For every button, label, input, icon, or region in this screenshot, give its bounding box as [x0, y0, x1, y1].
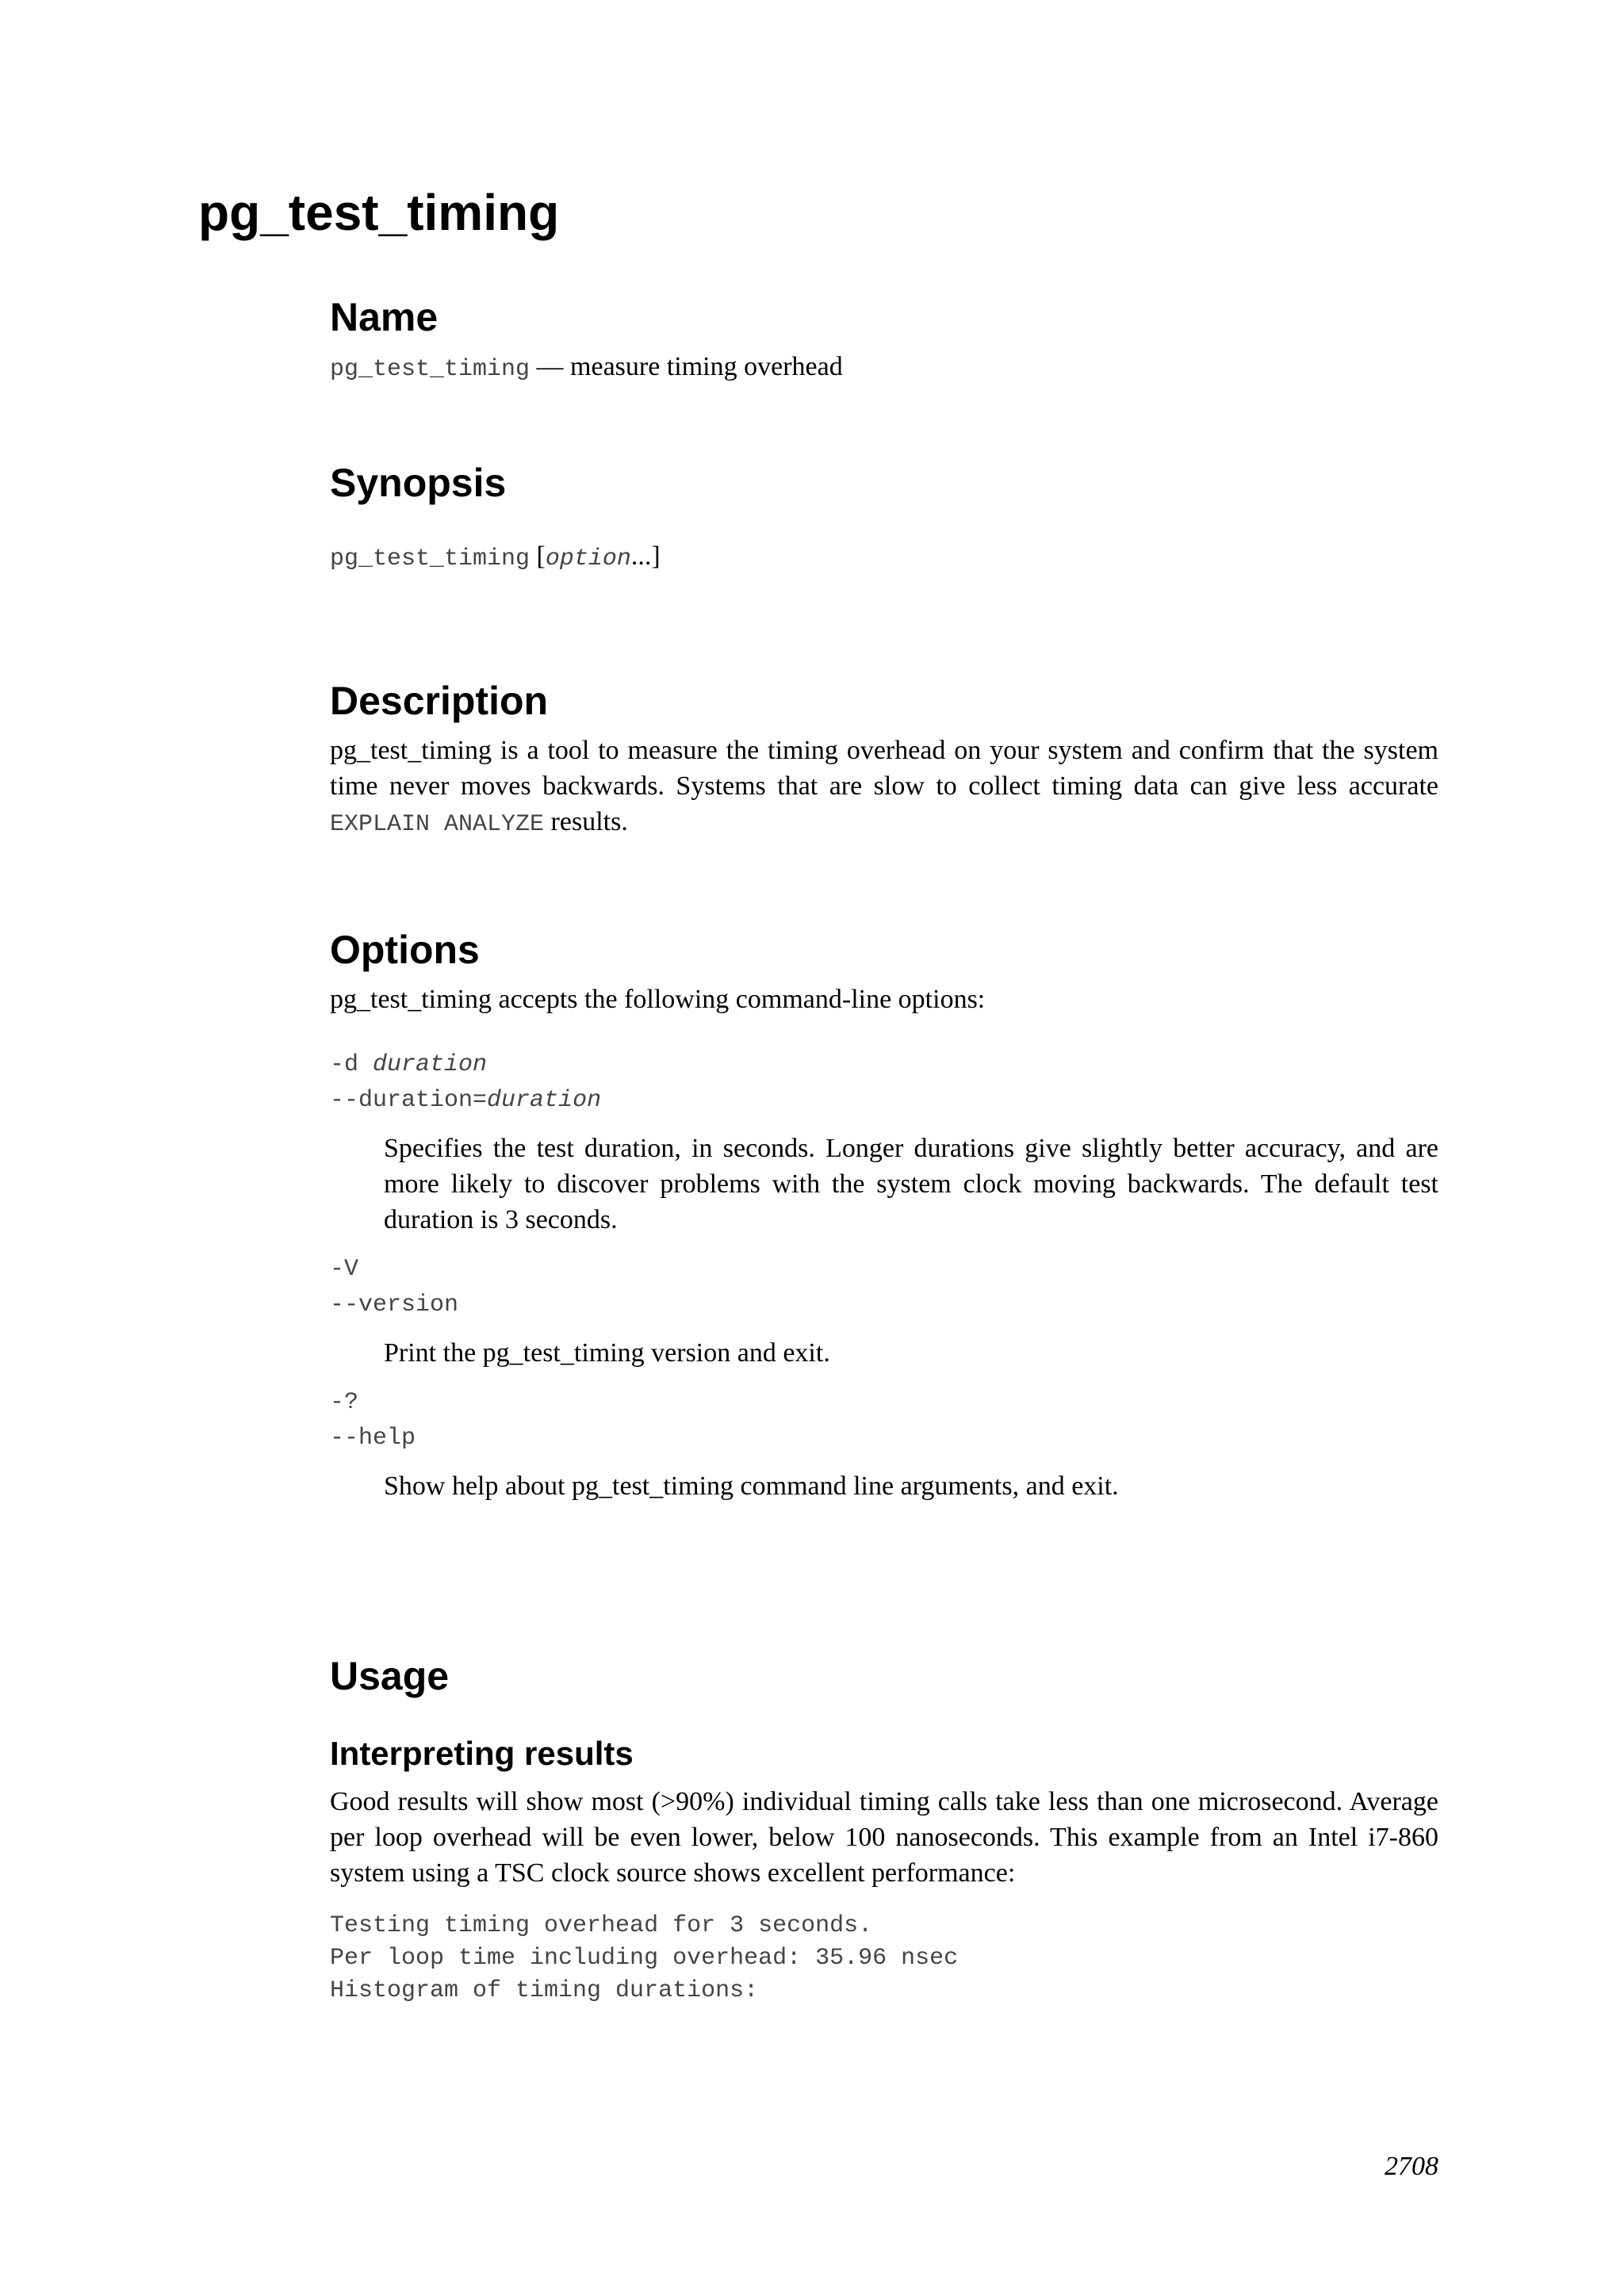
synopsis-open-bracket: [: [536, 541, 546, 571]
option-duration-short: [330, 1047, 1438, 1083]
usage-text: Good results will show most (>90%) individual timing calls take less than one microsecond. Average per loop overhead will be even lower, below 100 nanoseconds. This example from an Intel i7-860 system using a TSC clock source shows excellent performance:: [330, 1787, 1438, 1888]
usage-subheading: Interpreting results: [330, 1735, 634, 1772]
synopsis-command: pg_test_timing: [330, 545, 530, 572]
description-section: [330, 675, 1438, 843]
name-section: [330, 292, 1438, 388]
synopsis-heading: Synopsis: [330, 461, 507, 505]
option-duration-long: [330, 1083, 1438, 1119]
description-code: EXPLAIN ANALYZE: [330, 811, 545, 838]
options-heading: Options: [330, 928, 480, 972]
description-text: [330, 733, 1438, 843]
synopsis-section: [330, 457, 1438, 577]
options-intro: pg_test_timing accepts the following command-line options:: [330, 985, 986, 1014]
program-line: Histogram of timing durations:: [330, 1977, 759, 2004]
synopsis-close: ...]: [630, 541, 661, 571]
page-title: pg_test_timing: [198, 184, 560, 241]
option-version-short: -V: [330, 1256, 359, 1283]
option-duration-long-arg: duration: [487, 1087, 602, 1114]
option-help-desc: Show help about pg_test_timing command line arguments, and exit.: [384, 1471, 1119, 1501]
option-duration-short-flag: -d: [330, 1051, 359, 1078]
usage-heading: Usage: [330, 1654, 450, 1698]
name-purpose: — measure timing overhead: [536, 352, 843, 381]
program-line: Per loop time including overhead: 35.96 nsec: [330, 1945, 959, 1972]
option-duration: [330, 1047, 1438, 1238]
option-duration-short-arg: duration: [373, 1051, 488, 1078]
program-line: Testing timing overhead for 3 seconds.: [330, 1912, 873, 1939]
name-heading: Name: [330, 295, 439, 339]
synopsis-option: option: [545, 545, 631, 572]
option-version-long: --version: [330, 1292, 459, 1318]
synopsis-line: [330, 538, 1438, 577]
description-heading: Description: [330, 679, 549, 723]
option-help: [330, 1385, 1438, 1504]
option-help-short: -?: [330, 1389, 359, 1416]
usage-program-listing: [330, 1910, 1438, 2007]
name-command: pg_test_timing: [330, 356, 530, 383]
option-version-desc: Print the pg_test_timing version and exit.: [384, 1338, 830, 1368]
description-body: pg_test_timing is a tool to measure the timing overhead on your system and confirm that the system time never moves backwards. Systems that are slow to collect timing data can give less accurate: [330, 736, 1438, 801]
option-duration-desc: Specifies the test duration, in seconds. Longer durations give slightly better accuracy, and are more likely to discover problems with the system clock moving backwards. The default test duration is 3 seconds.: [384, 1134, 1438, 1234]
usage-section: [330, 1651, 1438, 2007]
page-number: 2708: [1385, 2152, 1438, 2181]
option-help-long: --help: [330, 1425, 416, 1452]
name-line: [330, 349, 1438, 388]
options-section: [330, 924, 1438, 1504]
option-version: [330, 1252, 1438, 1371]
option-duration-long-flag: --duration=: [330, 1087, 488, 1114]
description-suffix: results.: [550, 807, 628, 836]
